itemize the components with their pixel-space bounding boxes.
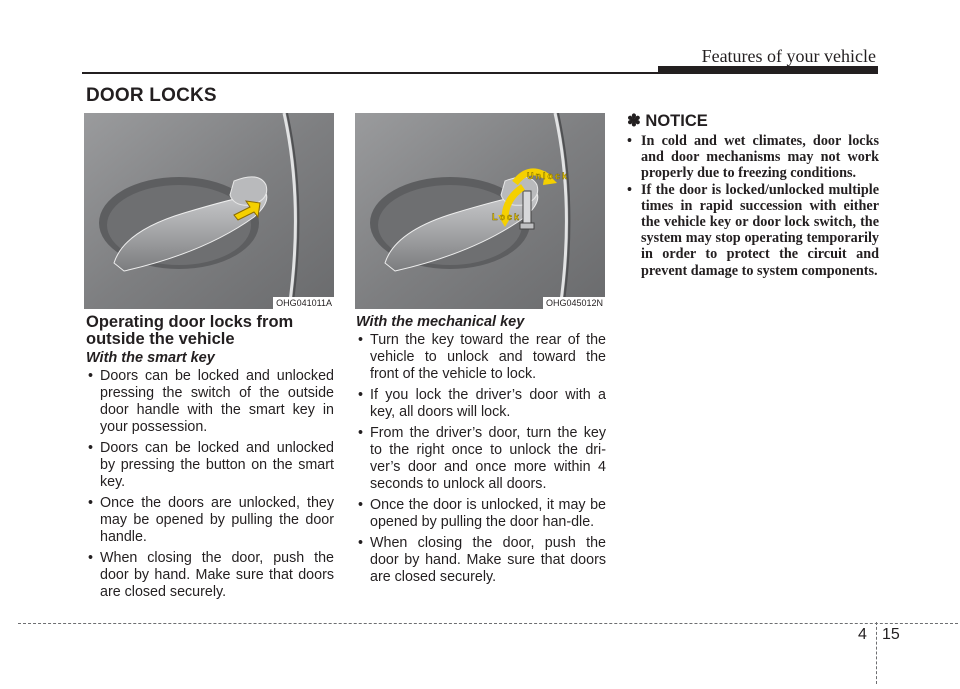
notice-item: • If the door is locked/unlocked multiple times in rapid succession with either the vehicle key or door lock switch, the system may stop operating temporarily in order to protect the circuit and prevent damage to system components. — [627, 182, 879, 279]
footer-divider — [876, 622, 877, 684]
unlock-label: Unlock — [527, 171, 570, 181]
bullet-item: • From the driver’s door, turn the key to the right once to unlock the dri-ver’s door and once more within 4 seconds to unlock all doors. — [356, 425, 606, 493]
subsection-subheading: With the smart key — [86, 350, 215, 366]
section-title: DOOR LOCKS — [86, 85, 217, 106]
bullet-item: • Once the door is unlocked, it may be opened by pulling the door han-dle. — [356, 497, 606, 531]
smart-key-bullet-list — [86, 368, 334, 601]
smart-key-door-handle-image — [84, 113, 334, 309]
mechanical-key-bullet-list — [356, 332, 606, 586]
bullet-item: • If you lock the driver’s door with a key, all doors will lock. — [356, 387, 606, 421]
subsection-subheading: With the mechanical key — [356, 314, 525, 330]
running-header: Features of your vehicle — [701, 46, 876, 66]
door-handle-key-lock-unlock-photo — [355, 113, 605, 309]
bullet-item: • Once the doors are unlocked, they may be opened by pulling the door handle. — [86, 495, 334, 546]
mechanical-key-door-handle-image — [355, 113, 605, 309]
lock-label: Lock — [492, 212, 522, 222]
mechanical-key-section — [356, 314, 606, 590]
smart-key-section — [86, 314, 334, 605]
notice-title: NOTICE — [645, 112, 708, 130]
door-handle-smart-key-button-photo — [84, 113, 334, 309]
bullet-item: • When closing the door, push the door by hand. Make sure that doors are closed securely. — [86, 550, 334, 601]
bullet-item: • When closing the door, push the door by hand. Make sure that doors are closed securely. — [356, 535, 606, 586]
chapter-number: 4 — [858, 626, 867, 643]
header-rule — [82, 72, 878, 74]
footer-rule — [18, 623, 958, 624]
notice-box — [627, 112, 879, 279]
image-code: OHG041011A — [273, 297, 334, 309]
bullet-item: • Turn the key toward the rear of the vehicle to unlock and toward the front of the vehicle to lock. — [356, 332, 606, 383]
notice-item: • In cold and wet climates, door locks and door mechanisms may not work properly due to freezing conditions. — [627, 133, 879, 182]
bullet-item: • Doors can be locked and unlocked by pressing the button on the smart key. — [86, 440, 334, 491]
image-code: OHG045012N — [543, 297, 605, 309]
notice-heading — [627, 112, 879, 130]
page-number: 15 — [882, 626, 900, 643]
asterisk-icon: ✽ — [627, 112, 641, 130]
notice-bullet-list — [627, 133, 879, 279]
subsection-heading: Operating door locks from outside the vehicle — [86, 313, 294, 348]
bullet-item: • Doors can be locked and unlocked pressing the switch of the outside door handle with the smart key in your possession. — [86, 368, 334, 436]
